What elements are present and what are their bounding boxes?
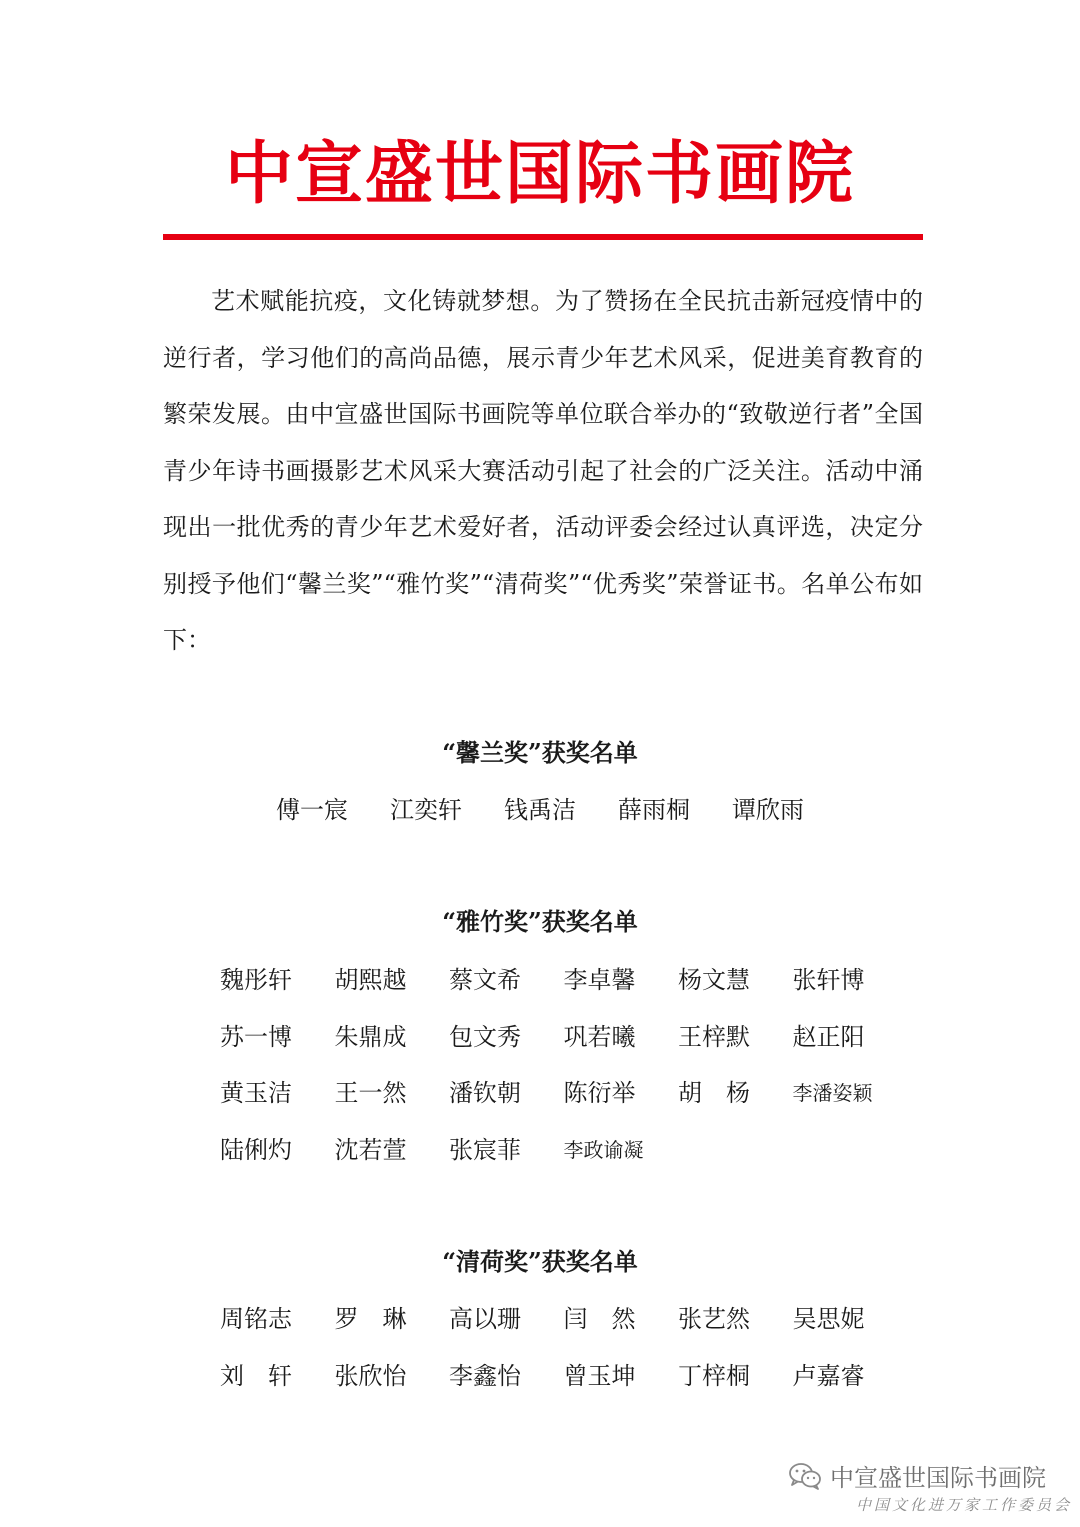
list-item: 谭欣雨 xyxy=(732,796,804,824)
list-item: 李鑫怡 xyxy=(449,1361,521,1390)
watermark-account: 中宣盛世国际书画院 xyxy=(830,1464,1046,1492)
list-item: 薛雨桐 xyxy=(618,796,690,824)
list-item: 高以珊 xyxy=(449,1305,521,1333)
list-item: 傅一宸 xyxy=(276,796,348,824)
list-item: 胡熙越 xyxy=(334,966,407,994)
list-item: 王一然 xyxy=(334,1079,407,1107)
list-item: 赵正阳 xyxy=(792,1022,865,1051)
intro-text xyxy=(163,273,923,669)
list-item: 江奕轩 xyxy=(390,796,462,824)
list-item: 陈衍举 xyxy=(563,1079,636,1107)
wechat-icon xyxy=(788,1462,822,1490)
list-item: 陆俐灼 xyxy=(220,1135,292,1164)
list-item: 朱鼎成 xyxy=(334,1022,407,1051)
list-item: 刘 轩 xyxy=(220,1361,292,1390)
list-item: 黄玉洁 xyxy=(220,1079,292,1107)
page-title: 中宣盛世国际书画院 xyxy=(224,135,855,214)
list-item: 魏彤轩 xyxy=(220,966,292,994)
list-item: 李政谕凝 xyxy=(563,1137,644,1162)
title-divider xyxy=(163,234,923,240)
list-item: 王梓默 xyxy=(678,1022,750,1051)
list-item: 曾玉坤 xyxy=(563,1361,636,1390)
section-title-xinlan: “馨兰奖”获奖名单 xyxy=(442,738,638,767)
list-item: 周铭志 xyxy=(220,1305,292,1333)
list-item: 巩若曦 xyxy=(563,1022,636,1051)
list-item: 张艺然 xyxy=(678,1305,750,1333)
name-list-xinlan xyxy=(0,792,1080,828)
list-item: 蔡文希 xyxy=(449,966,521,994)
list-item: 丁梓桐 xyxy=(678,1361,750,1390)
list-item: 钱禹洁 xyxy=(504,796,576,824)
list-item: 张欣怡 xyxy=(334,1361,407,1390)
section-title-yazhu: “雅竹奖”获奖名单 xyxy=(442,907,638,936)
list-item: 潘钦朝 xyxy=(449,1079,521,1107)
list-item: 张宸菲 xyxy=(449,1135,521,1164)
list-item: 闫 然 xyxy=(563,1305,636,1333)
list-item: 杨文慧 xyxy=(678,966,750,994)
list-item: 李潘姿颖 xyxy=(792,1081,873,1105)
list-item: 李卓馨 xyxy=(563,966,636,994)
intro-paragraph: 艺术赋能抗疫，文化铸就梦想。为了赞扬在全民抗击新冠疫情中的逆行者，学习他们的高尚品德，展示青少年艺术风采，促进美育教育的繁荣发展。由中宣盛世国际书画院等单位联合举办的“致敬逆行者”全国青少年诗书画摄影艺术风采大赛活动引起了社会的广泛关注。活动中涌现出一批优秀的青少年艺术爱好者，活动评委会经过认真评选，决定分别授予他们“馨兰奖”“雅竹奖”“清荷奖”“优秀奖”荣誉证书。名单公布如下： xyxy=(163,287,923,654)
list-item: 苏一博 xyxy=(220,1022,292,1051)
name-list-yazhu xyxy=(220,962,920,1188)
watermark xyxy=(788,1458,1046,1493)
list-item: 罗 琳 xyxy=(334,1305,407,1333)
list-item: 沈若萱 xyxy=(334,1135,407,1164)
list-item: 卢嘉睿 xyxy=(792,1361,865,1390)
list-item: 胡 杨 xyxy=(678,1079,750,1107)
name-list-qinghe xyxy=(220,1301,920,1414)
watermark-subtitle: 中国文化进万家工作委员会 xyxy=(855,1496,1072,1514)
section-title-qinghe: “清荷奖”获奖名单 xyxy=(442,1247,638,1276)
list-item: 张轩博 xyxy=(792,966,865,994)
list-item: 吴思妮 xyxy=(792,1305,865,1333)
list-item: 包文秀 xyxy=(449,1022,521,1051)
